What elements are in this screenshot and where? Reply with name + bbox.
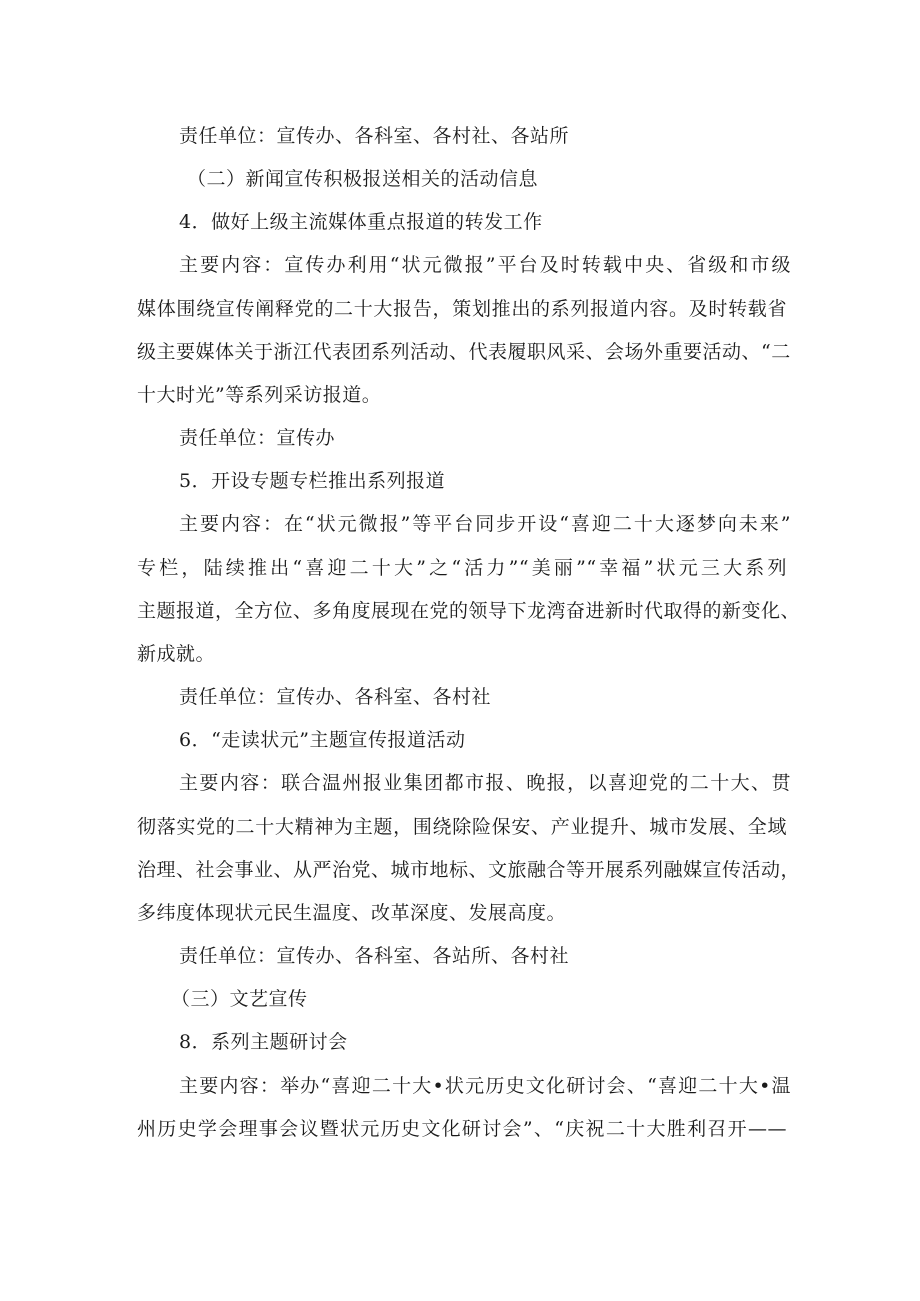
paragraph-line: 州历史学会理事会议暨状元历史文化研讨会”、“庆祝二十大胜利召开——	[137, 1118, 787, 1140]
paragraph-line: 级主要媒体关于浙江代表团系列活动、代表履职风采、会场外重要活动、“二	[137, 341, 791, 363]
paragraph-line: 主题报道，全方位、多角度展现在党的领导下龙湾奋进新时代取得的新变化、	[137, 600, 801, 622]
responsible-unit-line: 责任单位：宣传办、各科室、各站所、各村社	[179, 945, 570, 967]
item-heading: 6．“走读状元”主题宣传报道活动	[179, 729, 466, 751]
paragraph-line: 主要内容：宣传办利用“状元微报”平台及时转载中央、省级和市级	[179, 254, 791, 276]
section-heading: （二）新闻宣传积极报送相关的活动信息	[187, 168, 539, 190]
paragraph-line: 十大时光”等系列采访报道。	[137, 384, 382, 406]
paragraph-line: 主要内容：举办“喜迎二十大•状元历史文化研讨会、“喜迎二十大•温	[179, 1075, 791, 1097]
item-heading: 8．系列主题研讨会	[179, 1031, 348, 1053]
section-heading: （三）文艺宣传	[171, 988, 308, 1010]
paragraph-line: 治理、社会事业、从严治党、城市地标、文旅融合等开展系列融媒宣传活动，	[137, 859, 801, 881]
paragraph-line: 主要内容：联合温州报业集团都市报、晚报，以喜迎党的二十大、贯	[179, 772, 791, 794]
paragraph-line: 多纬度体现状元民生温度、改革深度、发展高度。	[137, 902, 567, 924]
item-heading: 4．做好上级主流媒体重点报道的转发工作	[179, 211, 543, 233]
paragraph-line: 媒体围绕宣传阐释党的二十大报告，策划推出的系列报道内容。及时转载省	[137, 298, 787, 320]
paragraph-line: 专栏，陆续推出“喜迎二十大”之“活力”“美丽”“幸福”状元三大系列	[137, 557, 787, 579]
responsible-unit-line: 责任单位：宣传办	[179, 427, 336, 449]
responsible-unit-line: 责任单位：宣传办、各科室、各村社、各站所	[179, 125, 570, 147]
paragraph-line: 彻落实党的二十大精神为主题，围绕除险保安、产业提升、城市发展、全域	[137, 816, 787, 838]
paragraph-line: 主要内容：在“状元微报”等平台同步开设“喜迎二十大逐梦向未来”	[179, 513, 791, 535]
item-heading: 5．开设专题专栏推出系列报道	[179, 470, 446, 492]
paragraph-line: 新成就。	[137, 643, 216, 665]
responsible-unit-line: 责任单位：宣传办、各科室、各村社	[179, 686, 492, 708]
